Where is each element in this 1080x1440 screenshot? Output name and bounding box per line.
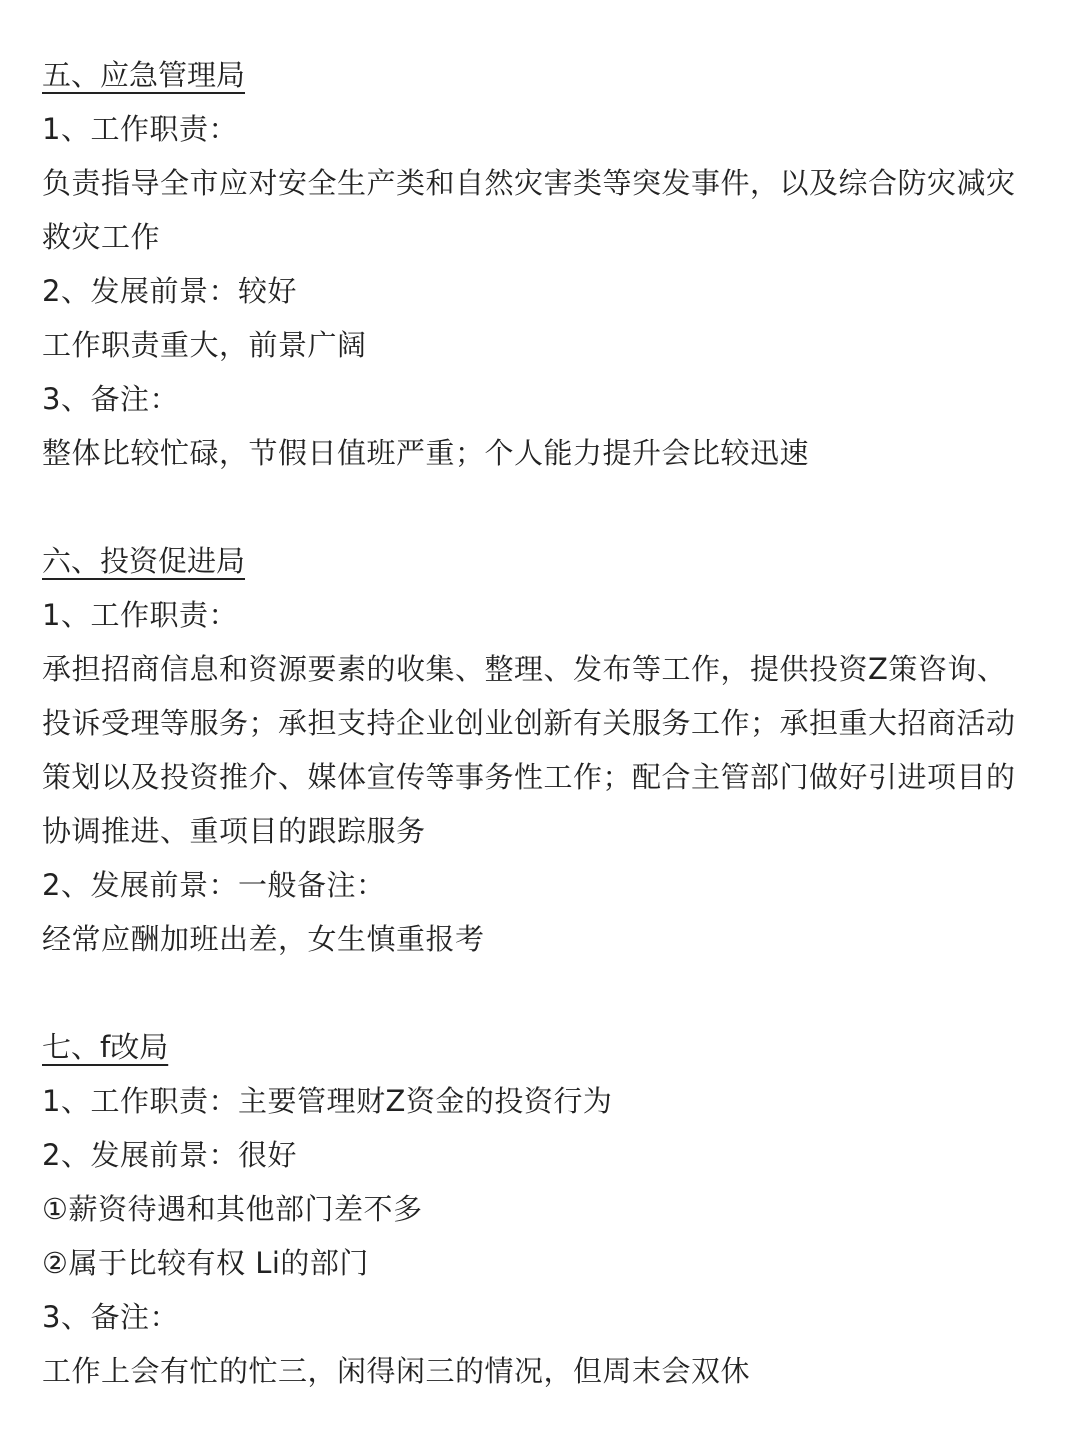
section-heading: 五、应急管理局 xyxy=(42,58,246,92)
section-heading: 六、投资促进局 xyxy=(42,544,246,578)
section-investment-promotion xyxy=(42,534,1042,966)
prospect-point: ②属于比较有权 Li的部门 xyxy=(42,1246,369,1280)
duty-text: 投诉受理等服务；承担支持企业创业创新有关服务工作；承担重大招商活动 xyxy=(42,706,1016,740)
duty-text: 1、工作职责：主要管理财Z资金的投资行为 xyxy=(42,1084,613,1118)
prospect-label: 2、发展前景：很好 xyxy=(42,1138,297,1172)
document-body xyxy=(42,48,1042,1398)
duty-label: 1、工作职责： xyxy=(42,598,238,632)
prospect-text: 工作职责重大，前景广阔 xyxy=(42,328,367,362)
section-emergency-management xyxy=(42,48,1042,480)
section-reform-bureau xyxy=(42,1020,1042,1398)
duty-text: 承担招商信息和资源要素的收集、整理、发布等工作，提供投资Z策咨询、 xyxy=(42,652,1007,686)
remark-label: 3、备注： xyxy=(42,382,179,416)
duty-text: 协调推进、重项目的跟踪服务 xyxy=(42,814,426,848)
remark-text: 整体比较忙碌，节假日值班严重；个人能力提升会比较迅速 xyxy=(42,436,810,470)
duty-text: 策划以及投资推介、媒体宣传等事务性工作；配合主管部门做好引进项目的 xyxy=(42,760,1016,794)
section-heading: 七、f改局 xyxy=(42,1030,169,1064)
prospect-label: 2、发展前景：一般备注： xyxy=(42,868,386,902)
duty-label: 1、工作职责： xyxy=(42,112,238,146)
remark-text: 工作上会有忙的忙三，闲得闲三的情况，但周末会双休 xyxy=(42,1354,751,1388)
remark-text: 经常应酬加班出差，女生慎重报考 xyxy=(42,922,485,956)
duty-text: 负责指导全市应对安全生产类和自然灾害类等突发事件，以及综合防灾减灾 xyxy=(42,166,1016,200)
remark-label: 3、备注： xyxy=(42,1300,179,1334)
prospect-label: 2、发展前景：较好 xyxy=(42,274,297,308)
duty-text: 救灾工作 xyxy=(42,220,161,254)
prospect-point: ①薪资待遇和其他部门差不多 xyxy=(42,1192,423,1226)
